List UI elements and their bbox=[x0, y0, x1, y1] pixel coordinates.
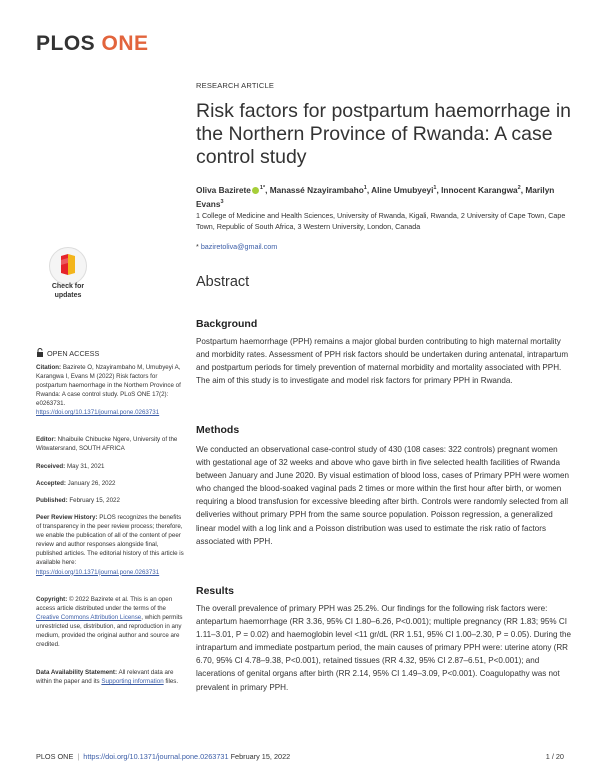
footer-doi-link[interactable]: https://doi.org/10.1371/journal.pone.0263731 bbox=[83, 752, 229, 761]
author-sup: 1 bbox=[433, 185, 437, 191]
peer-review-label: Peer Review History: bbox=[36, 514, 98, 521]
published-block bbox=[36, 496, 184, 505]
citation-label: Citation: bbox=[36, 364, 62, 371]
author-name[interactable]: Marilyn Evans bbox=[196, 184, 555, 209]
background-text: Postpartum haemorrhage (PPH) remains a major global burden contributing to high maternal mortality and morbidity rates. Assessment of PPH risk factors should be undertaken during antenatal, intrapartum and postpartum periods for timely prevention of maternal morbidity and mortality associated with PPH. The aim of this study is to investigate and model risk factors for primary PPH in Rwanda. bbox=[196, 337, 569, 386]
author-name[interactable]: Innocent Karangwa bbox=[441, 184, 518, 195]
author-name[interactable]: Manassé Nzayirambaho bbox=[269, 184, 364, 195]
copyright-block bbox=[36, 595, 184, 650]
peer-review-link[interactable]: https://doi.org/10.1371/journal.pone.0263731 bbox=[36, 568, 160, 576]
data-availability-block bbox=[36, 668, 184, 686]
accepted-label: Accepted: bbox=[36, 480, 66, 487]
data-availability-label: Data Availability Statement: bbox=[36, 669, 118, 676]
author-list: Oliva Bazirete $^{1*}$, Manassé Nzayirambaho$^1$, Aline Umubyeyi$^1$, Innocent Karangwa$^2$, Marilyn Evans$^3$ bbox=[196, 184, 555, 209]
citation-doi-link[interactable]: https://doi.org/10.1371/journal.pone.0263731 bbox=[36, 409, 160, 417]
results-heading: Results bbox=[196, 585, 234, 597]
check-for-updates[interactable] bbox=[36, 247, 100, 303]
author-sup: 1 bbox=[363, 185, 367, 191]
accepted-date: January 26, 2022 bbox=[67, 480, 116, 487]
affiliations: 1 College of Medicine and Health Sciences, University of Rwanda, Kigali, Rwanda, 2 University of Cape Town, Cape Town, Republic of South Africa, 3 Western University, London, Canada bbox=[196, 211, 566, 231]
abstract-heading: Abstract bbox=[196, 274, 250, 290]
peer-review-block bbox=[36, 513, 184, 577]
journal-logo bbox=[36, 32, 149, 56]
corresponding-star: * bbox=[196, 242, 199, 251]
data-availability-text: All relevant data are within the paper and its bbox=[36, 669, 174, 686]
open-access-label: OPEN ACCESS bbox=[47, 349, 100, 358]
logo-plos: PLOS bbox=[36, 32, 96, 55]
footer-journal: PLOS ONE bbox=[36, 752, 74, 761]
methods-heading: Methods bbox=[196, 424, 240, 436]
published-label: Published: bbox=[36, 497, 68, 504]
article-title: Risk factors for postpartum haemorrhage in the Northern Province of Rwanda: A case control study bbox=[196, 100, 571, 168]
copyright-text: © 2022 Bazirete et al. This is an open access article distributed under the terms of the bbox=[36, 596, 173, 613]
page-footer: PLOS ONE | https://doi.org/10.1371/journal.pone.0263731 February 15, 2022 1 / 20 bbox=[36, 752, 564, 761]
author-name[interactable]: Oliva Bazirete bbox=[196, 184, 251, 195]
corresponding-email bbox=[196, 242, 277, 251]
data-availability-text-post: files. bbox=[165, 678, 179, 686]
orcid-icon[interactable] bbox=[252, 187, 259, 194]
logo-one: ONE bbox=[101, 32, 149, 55]
citation-block bbox=[36, 363, 184, 418]
page-number: 1 / 20 bbox=[545, 752, 564, 761]
cfu-line2: updates bbox=[54, 291, 82, 299]
open-access-lock-icon bbox=[36, 348, 44, 357]
check-for-updates-icon bbox=[49, 247, 87, 285]
results-text: The overall prevalence of primary PPH was 25.2%. Our findings for the following risk factors were: antepartum haemorrhage (RR 3.36, 95% CI 1.80–6.26, P<0.001); multiple pregnancy (RR 1.83; 95% CI 1.11–3.01, P = 0.02) and haemoglobin level <11 gr/dL (RR 1.51, 95% CI 1.00–2.30, P = 0.05). During the intrapartum and immediate postpartum period, the main causes of primary PPH were: uterine atony (RR 6.70, 95% CI 4.78–9.38, P<0.001), retained tissues (RR 4.32, 95% CI 2.87–6.51, P<0.001); and lacerations of genital organs after birth (RR 2.14, 95% CI 1.49–3.09, P<0.001). Coagulopathy was not prevalent in primary PPH. bbox=[196, 604, 572, 692]
footer-date: February 15, 2022 bbox=[230, 752, 291, 761]
peer-review-text: PLOS recognizes the benefits of transparency in the peer review process; therefore, we enable the publication of all of the content of peer review and author responses alongside final, published articles. The editorial history of this article is available here: bbox=[36, 514, 184, 567]
background-heading: Background bbox=[196, 318, 258, 330]
supporting-information-link[interactable]: Supporting information bbox=[101, 678, 164, 686]
received-label: Received: bbox=[36, 463, 66, 470]
editor-block bbox=[36, 435, 184, 453]
article-type: RESEARCH ARTICLE bbox=[196, 81, 275, 90]
open-access bbox=[36, 348, 99, 358]
author-name[interactable]: Aline Umubyeyi bbox=[371, 184, 434, 195]
email-link[interactable]: baziretoliva@gmail.com bbox=[200, 242, 278, 251]
citation-text: Bazirete O, Nzayirambaho M, Umubyeyi A, Karangwa I, Evans M (2022) Risk factors for postpartum haemorrhage in the Northern Province of Rwanda: A case control study. PLoS ONE 17(2): e0263731. bbox=[36, 364, 181, 408]
cfu-line1: Check for bbox=[51, 283, 85, 290]
author-sup: 2 bbox=[517, 185, 521, 191]
copyright-label: Copyright: bbox=[36, 596, 68, 603]
author-sup: 3 bbox=[220, 198, 224, 205]
methods-text: We conducted an observational case-control study of 430 (108 cases: 322 controls) pregnant women with gestational age of 32 weeks and above who gave birth in five selected health facilities of Rwanda between January and June 2020. By visual estimation of blood loss, cases of Primary PPH were women who changed the blood-soaked vaginal pads 2 times or more within the first hour after birth, or women requiring a blood transfusion for excessive bleeding after birth. Controls were randomly selected from all deliveries without primary PPH from the same source population. Poisson regression, a generalized linear model with a log link and a Poisson distribution was used to estimate the risk ratio of factors associated with PPH. bbox=[196, 445, 569, 546]
editor-text: Nhaibuile Chibucke Ngere, University of the Witwatersrand, SOUTH AFRICA bbox=[36, 436, 178, 453]
published-date: February 15, 2022 bbox=[69, 497, 120, 504]
author-sup: 1* bbox=[259, 185, 266, 191]
accepted-block bbox=[36, 479, 184, 488]
received-block bbox=[36, 462, 184, 471]
received-date: May 31, 2021 bbox=[66, 463, 105, 470]
editor-label: Editor: bbox=[36, 436, 56, 443]
license-link[interactable]: Creative Commons Attribution License bbox=[36, 614, 142, 622]
copyright-text-post: , which permits unrestricted use, distribution, and reproduction in any medium, provided the original author and source are credited. bbox=[36, 614, 183, 649]
